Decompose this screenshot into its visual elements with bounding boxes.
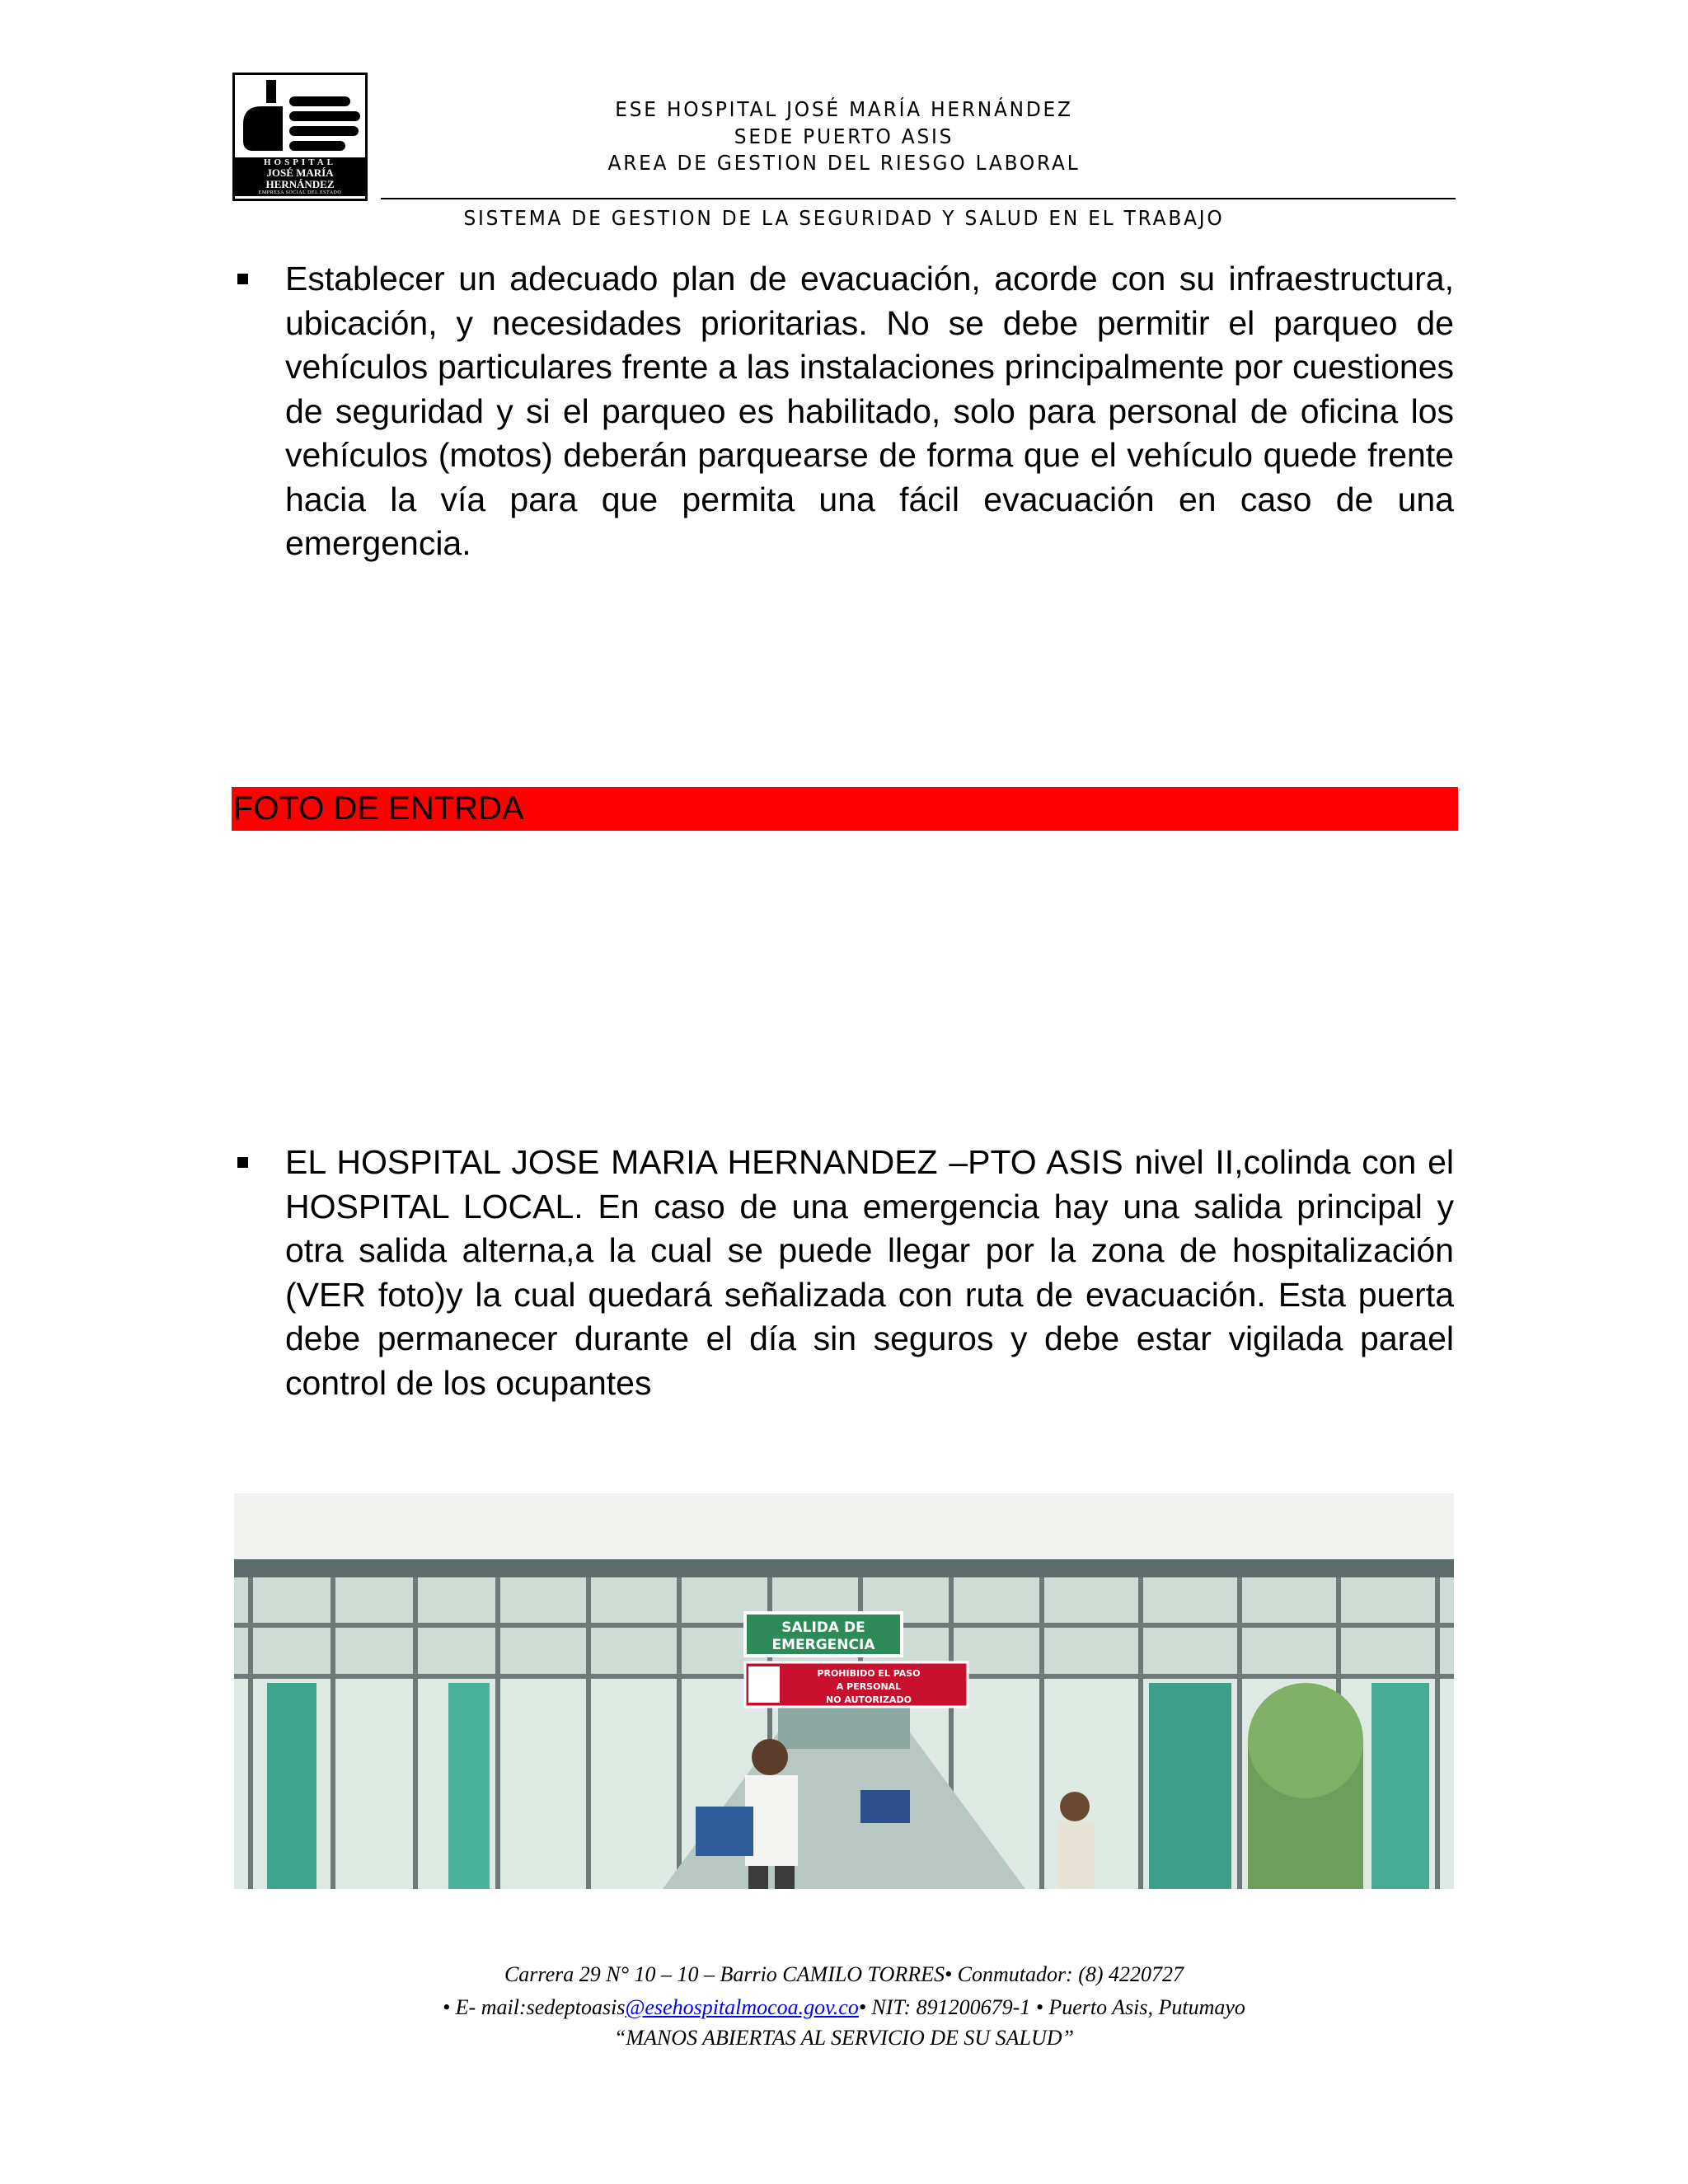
- logo-line1: HOSPITAL: [263, 157, 337, 167]
- prohibition-sign-line3: NO AUTORIZADO: [826, 1694, 912, 1705]
- logo-line2: JOSÉ MARÍA HERNÁNDEZ: [265, 166, 335, 191]
- logo-line3: EMPRESA SOCIAL DEL ESTADO: [258, 190, 342, 196]
- footer-email-link[interactable]: @esehospitalmocoa.gov.co: [625, 1995, 859, 2019]
- prohibition-sign-line2: A PERSONAL: [836, 1681, 902, 1692]
- bullet-square-icon: [237, 274, 248, 284]
- header-divider: [381, 198, 1456, 199]
- paragraph-evacuation-plan: Establecer un adecuado plan de evacuación, acorde con su infraestructura, ubicación, y necesidades prioritarias. No se debe permitir el parqueo de vehículos particulares frente a las instalaciones principalmente por cuestiones de seguridad y si el parqueo es habilitado, solo para personal de oficina los vehículos (motos) deberán parquearse de forma que el vehículo quede frente hacia la vía para que permita una fácil evacuación en caso de una emergencia.: [285, 260, 1454, 562]
- emergency-exit-scene: [234, 1493, 1454, 1889]
- emergency-exit-photo: [234, 1493, 1454, 1889]
- paragraph-hospital-exits: EL HOSPITAL JOSE MARIA HERNANDEZ –PTO ASIS nivel II,colinda con el HOSPITAL LOCAL. En caso de una emergencia hay una salida principal y otra salida alterna,a la cual se puede llegar por la zona de hospitalización (VER foto)y la cual quedará señalizada con ruta de evacuación. Esta puerta debe permanecer durante el día sin seguros y debe estar vigilada parael control de los ocupantes: [285, 1143, 1454, 1402]
- header-line1: ESE HOSPITAL JOSÉ MARÍA HERNÁNDEZ: [615, 97, 1073, 121]
- red-heading-bar: FOTO DE ENTRDA: [232, 787, 1458, 831]
- exit-sign-line1: SALIDA DE: [781, 1619, 865, 1636]
- header-subtitle: SISTEMA DE GESTION DE LA SEGURIDAD Y SALUD EN EL TRABAJO: [463, 206, 1225, 230]
- footer-address: Carrera 29 N° 10 – 10 – Barrio CAMILO TORRES• Conmutador: (8) 4220727: [504, 1962, 1184, 1986]
- footer-email-prefix: • E- mail:sedeptoasis: [443, 1995, 626, 2019]
- header-line3: AREA DE GESTION DEL RIESGO LABORAL: [607, 151, 1081, 175]
- exit-sign-line2: EMERGENCIA: [771, 1637, 875, 1653]
- footer-slogan: “MANOS ABIERTAS AL SERVICIO DE SU SALUD”: [613, 2026, 1075, 2050]
- prohibition-sign-line1: PROHIBIDO EL PASO: [817, 1668, 921, 1679]
- footer-nit: • NIT: 891200679-1 • Puerto Asis, Putumayo: [858, 1995, 1245, 2019]
- header-line2: SEDE PUERTO ASIS: [734, 124, 954, 148]
- bullet-item-evacuation-plan: [237, 257, 1454, 612]
- footer-contact: [0, 1994, 1688, 2020]
- bullet-item-hospital-exits: [237, 1141, 1454, 1454]
- bullet-square-icon: [237, 1157, 248, 1168]
